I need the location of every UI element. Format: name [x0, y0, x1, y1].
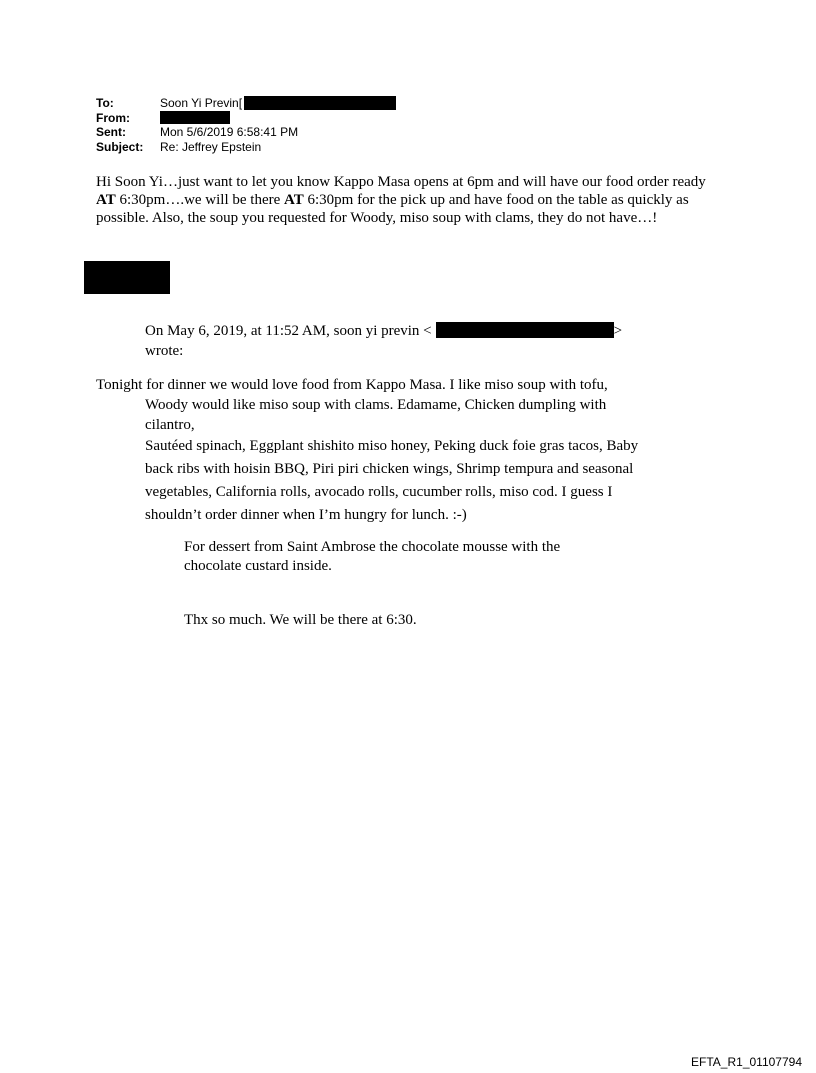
emphasis-at: AT: [96, 191, 116, 208]
quoted-message: [96, 375, 676, 527]
quoted-line: Sautéed spinach, Eggplant shishito miso honey, Peking duck foie gras tacos, Baby: [145, 438, 639, 454]
thanks-line: Thx so much. We will be there at 6:30.: [184, 612, 417, 628]
quote-attribution-close: >: [613, 323, 623, 339]
sent-label: Sent:: [96, 125, 126, 139]
to-name: Soon Yi Previn[: [160, 96, 243, 110]
from-value: [160, 111, 230, 124]
from-row: [96, 111, 396, 126]
quoted-line: Tonight for dinner we would love food from Kappo Masa. I like miso soup with tofu,: [96, 377, 608, 393]
quoted-line: Woody would like miso soup with clams. Edamame, Chicken dumpling with: [145, 397, 607, 413]
message-text: 6:30pm….we will be there: [115, 191, 285, 208]
message-text: Hi Soon Yi…just want to let you know Kappo Masa opens at 6pm and will have our food order ready: [96, 174, 706, 190]
to-label: To:: [96, 96, 114, 110]
sent-row: [96, 125, 396, 140]
subject-row: [96, 140, 396, 155]
from-label: From:: [96, 110, 130, 125]
quoted-line: shouldn’t order dinner when I’m hungry for lunch. :-): [145, 507, 467, 523]
redaction-box: [436, 322, 614, 338]
quote-attribution: [145, 321, 622, 361]
quoted-line: vegetables, California rolls, avocado rolls, cucumber rolls, miso cod. I guess I: [145, 484, 613, 500]
sent-value: Mon 5/6/2019 6:58:41 PM: [160, 125, 299, 139]
quoted-line: back ribs with hoisin BBQ, Piri piri chicken wings, Shrimp tempura and seasonal: [145, 461, 634, 477]
quote-attribution-wrote: wrote:: [145, 343, 184, 359]
message-text: 6:30pm for the pick up and have food on the table as quickly as possible. Also, the soup you requested for Woody, miso soup with clams, they do not have…!: [96, 191, 689, 226]
document-id: EFTA_R1_01107794: [691, 1055, 802, 1069]
email-header: [96, 96, 396, 154]
subject-label: Subject:: [96, 139, 144, 154]
signature-redaction: [84, 261, 170, 294]
dessert-line: For dessert from Saint Ambrose the chocolate mousse with the: [184, 539, 561, 555]
quote-attribution-text: On May 6, 2019, at 11:52 AM, soon yi previn <: [145, 323, 432, 339]
message-body: [96, 174, 721, 227]
redaction-box: [160, 111, 230, 124]
to-value: [160, 96, 396, 111]
redaction-box: [244, 96, 396, 110]
to-row: [96, 96, 396, 111]
dessert-line: chocolate custard inside.: [184, 558, 332, 574]
subject-value: Re: Jeffrey Epstein: [160, 139, 262, 154]
quoted-line: cilantro,: [145, 417, 195, 433]
emphasis-at: AT: [284, 191, 304, 208]
dessert-note: [184, 538, 560, 576]
